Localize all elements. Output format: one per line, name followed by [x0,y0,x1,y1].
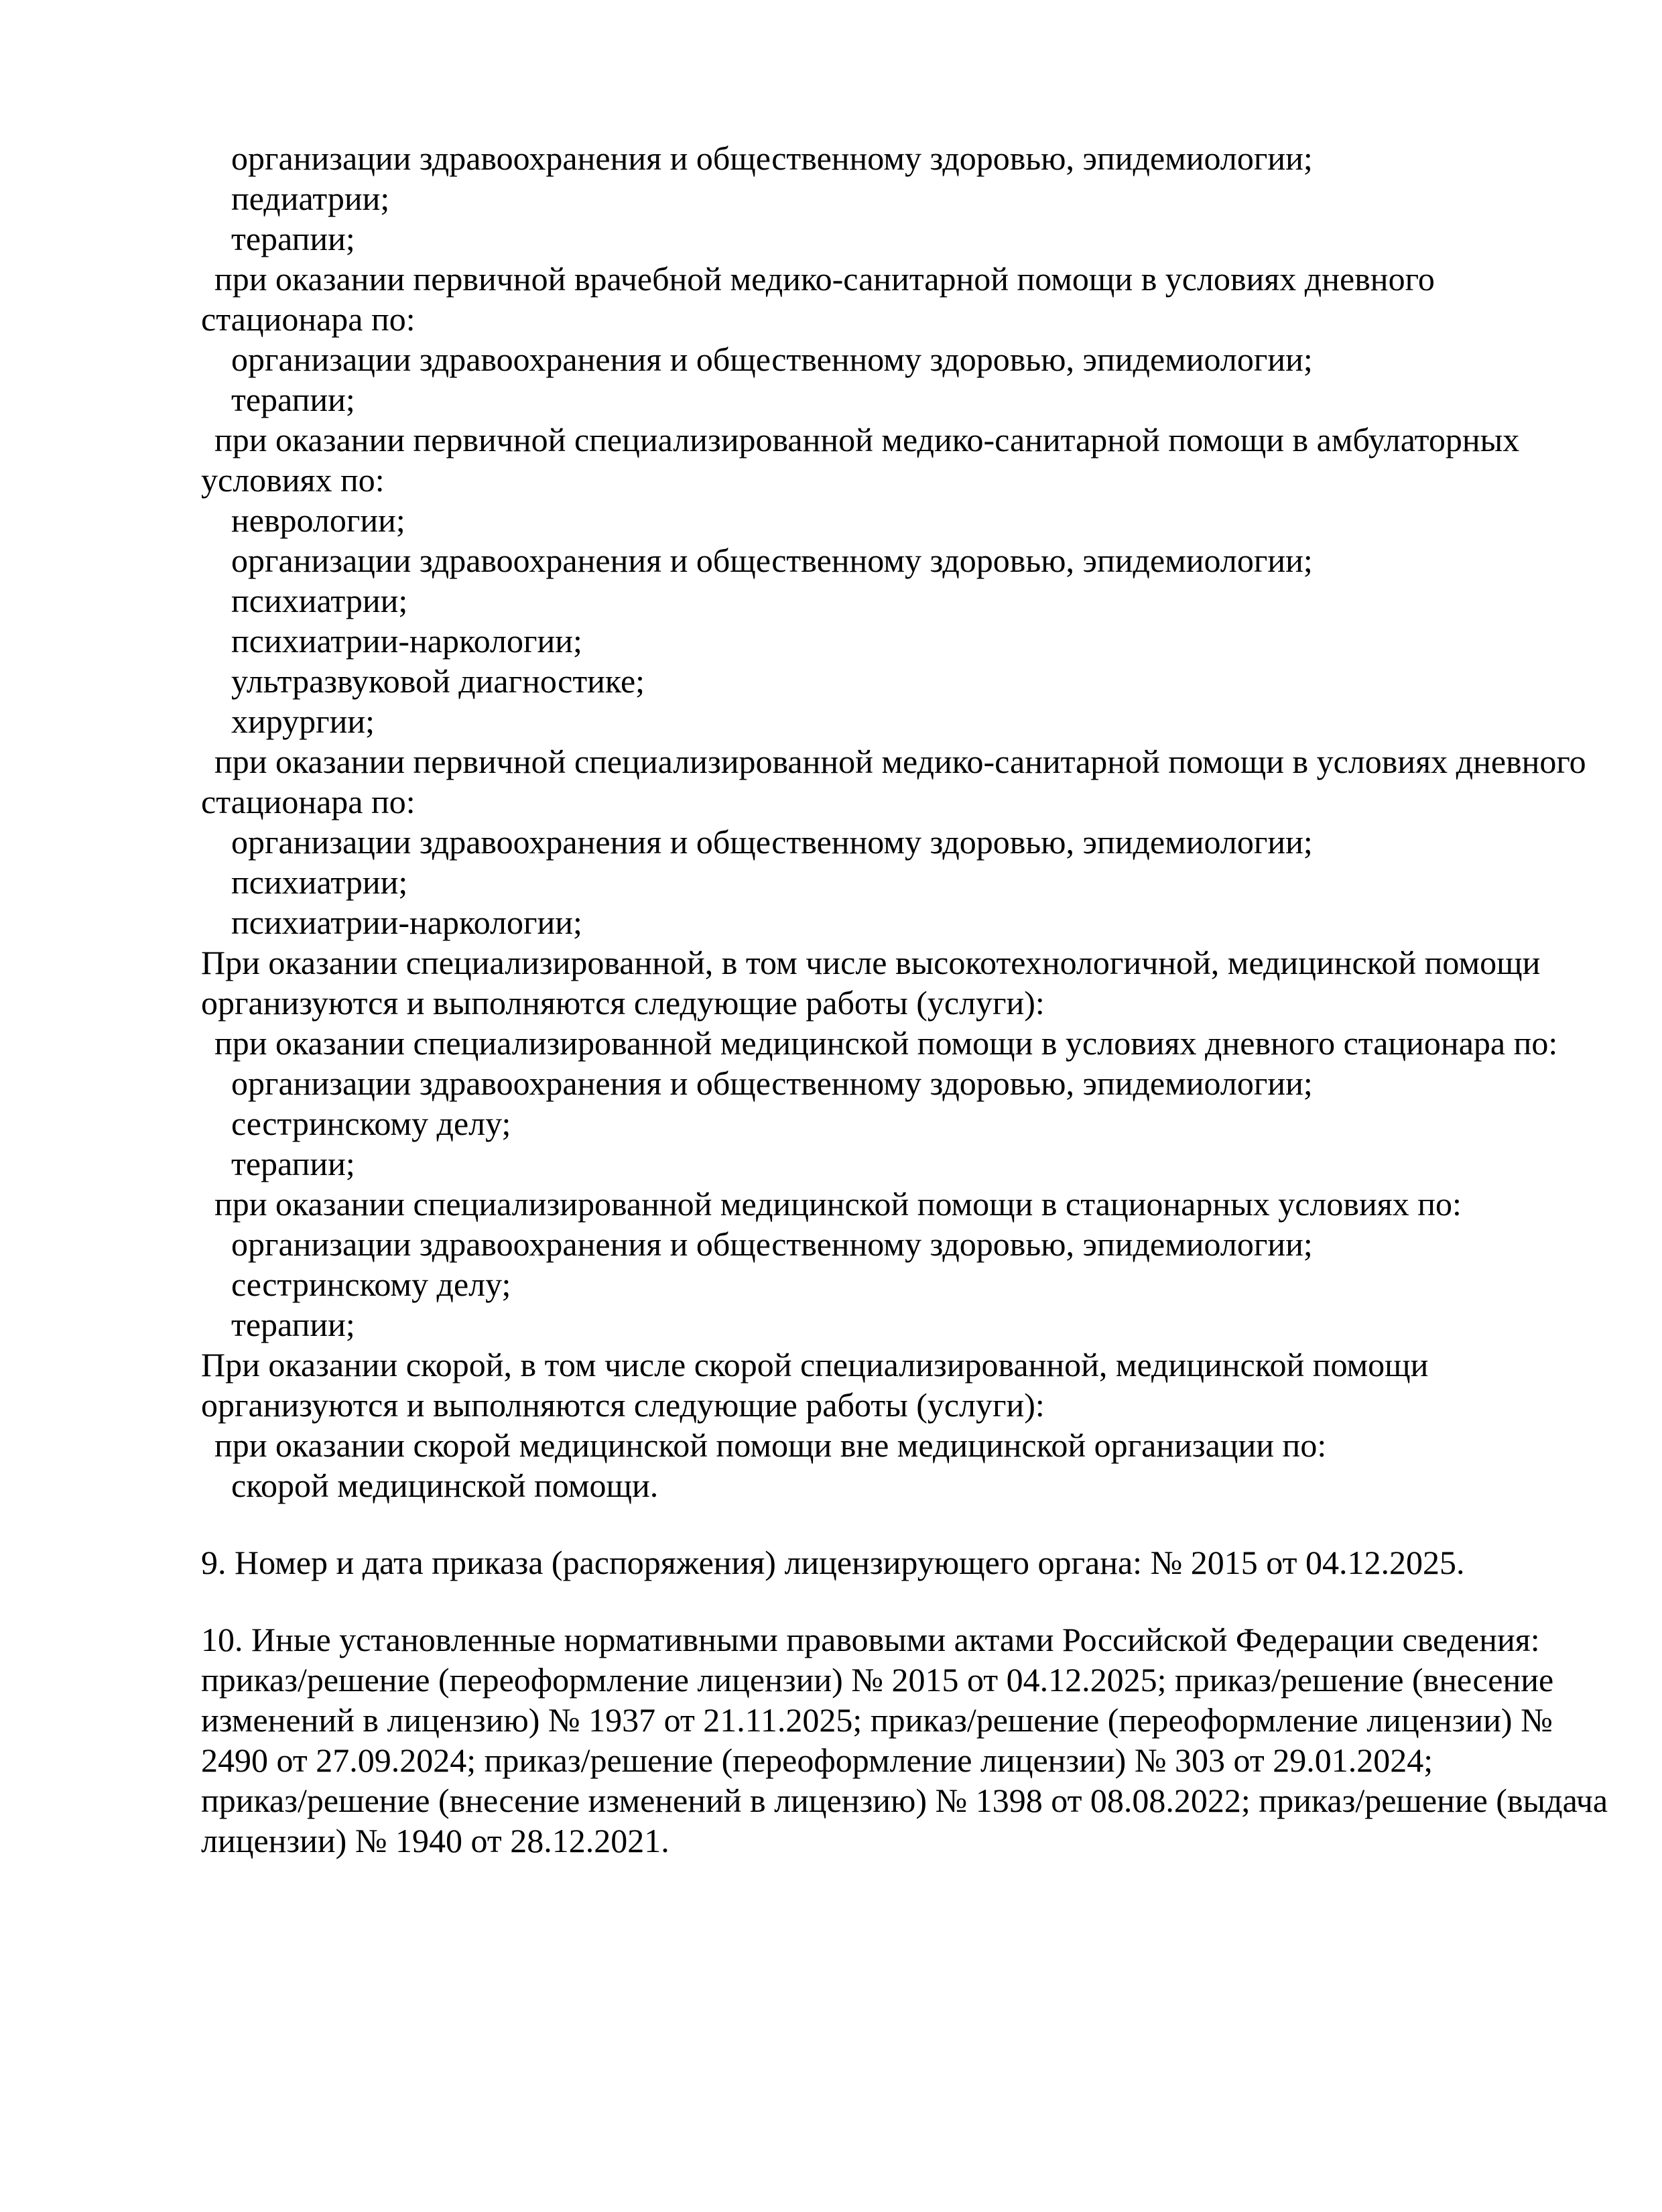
works-services-list [201,138,1586,1506]
document-line: неврологии; [231,501,405,539]
document-line: психиатрии; [231,582,408,619]
document-line: условиях по: [201,461,385,499]
document-line: при оказании специализированной медицинской помощи в стационарных условиях по: [214,1185,1462,1223]
document-line: 10. Иные установленные нормативными правовыми актами Российской Федерации сведения: [201,1621,1540,1658]
document-line: лицензии) № 1940 от 28.12.2021. [201,1822,669,1859]
document-line: стационара по: [201,300,416,338]
document-line: ультразвуковой диагностике; [231,662,645,700]
document-line: приказ/решение (переоформление лицензии) № 2015 от 04.12.2025; приказ/решение (внесение [201,1661,1554,1699]
document-line: При оказании специализированной, в том числе высокотехнологичной, медицинской помощи [201,944,1541,981]
document-line: при оказании первичной врачебной медико-санитарной помощи в условиях дневного [214,260,1435,298]
clause-10-other-info [201,1619,1608,1861]
document-line: организации здравоохранения и общественному здоровью, эпидемиологии; [231,542,1313,579]
document-line: организуются и выполняются следующие работы (услуги): [201,1386,1045,1424]
document-line: при оказании специализированной медицинской помощи в условиях дневного стационара по: [214,1024,1558,1062]
document-line: организации здравоохранения и общественному здоровью, эпидемиологии; [231,1064,1313,1102]
document-line: терапии; [231,1306,355,1343]
document-line: организации здравоохранения и общественному здоровью, эпидемиологии; [231,823,1313,861]
document-line: психиатрии; [231,863,408,901]
document-line: при оказании первичной специализированной медико-санитарной помощи в условиях дневного [214,743,1586,780]
document-line: терапии; [231,381,355,418]
document-line: педиатрии; [231,180,390,217]
clause-9-order-info [201,1542,1568,1583]
document-line: изменений в лицензию) № 1937 от 21.11.2025; приказ/решение (переоформление лицензии) № [201,1701,1553,1739]
document-line: При оказании скорой, в том числе скорой специализированной, медицинской помощи [201,1346,1429,1384]
document-line: 9. Номер и дата приказа (распоряжения) лицензирующего органа: № 2015 от 04.12.2025. [201,1544,1465,1581]
document-line: психиатрии-наркологии; [231,904,582,941]
document-line: приказ/решение (внесение изменений в лицензию) № 1398 от 08.08.2022; приказ/решение (выдача [201,1782,1608,1819]
document-line: при оказании скорой медицинской помощи вне медицинской организации по: [214,1426,1327,1464]
document-line: при оказании первичной специализированной медико-санитарной помощи в амбулаторных [214,421,1520,458]
document-line: терапии; [231,1145,355,1182]
document-line: психиатрии-наркологии; [231,622,582,660]
document-line: организации здравоохранения и общественному здоровью, эпидемиологии; [231,341,1313,378]
document-line: организации здравоохранения и общественному здоровью, эпидемиологии; [231,1225,1313,1263]
document-line: терапии; [231,220,355,257]
document-line: стационара по: [201,783,416,820]
document-line: 2490 от 27.09.2024; приказ/решение (переоформление лицензии) № 303 от 29.01.2024; [201,1741,1433,1779]
document-line: организуются и выполняются следующие работы (услуги): [201,984,1045,1022]
document-line: хирургии; [231,702,375,740]
document-line: сестринскому делу; [231,1266,511,1303]
document-line: сестринскому делу; [231,1105,511,1142]
document-line: скорой медицинской помощи. [231,1467,659,1504]
document-line: организации здравоохранения и общественному здоровью, эпидемиологии; [231,139,1313,177]
